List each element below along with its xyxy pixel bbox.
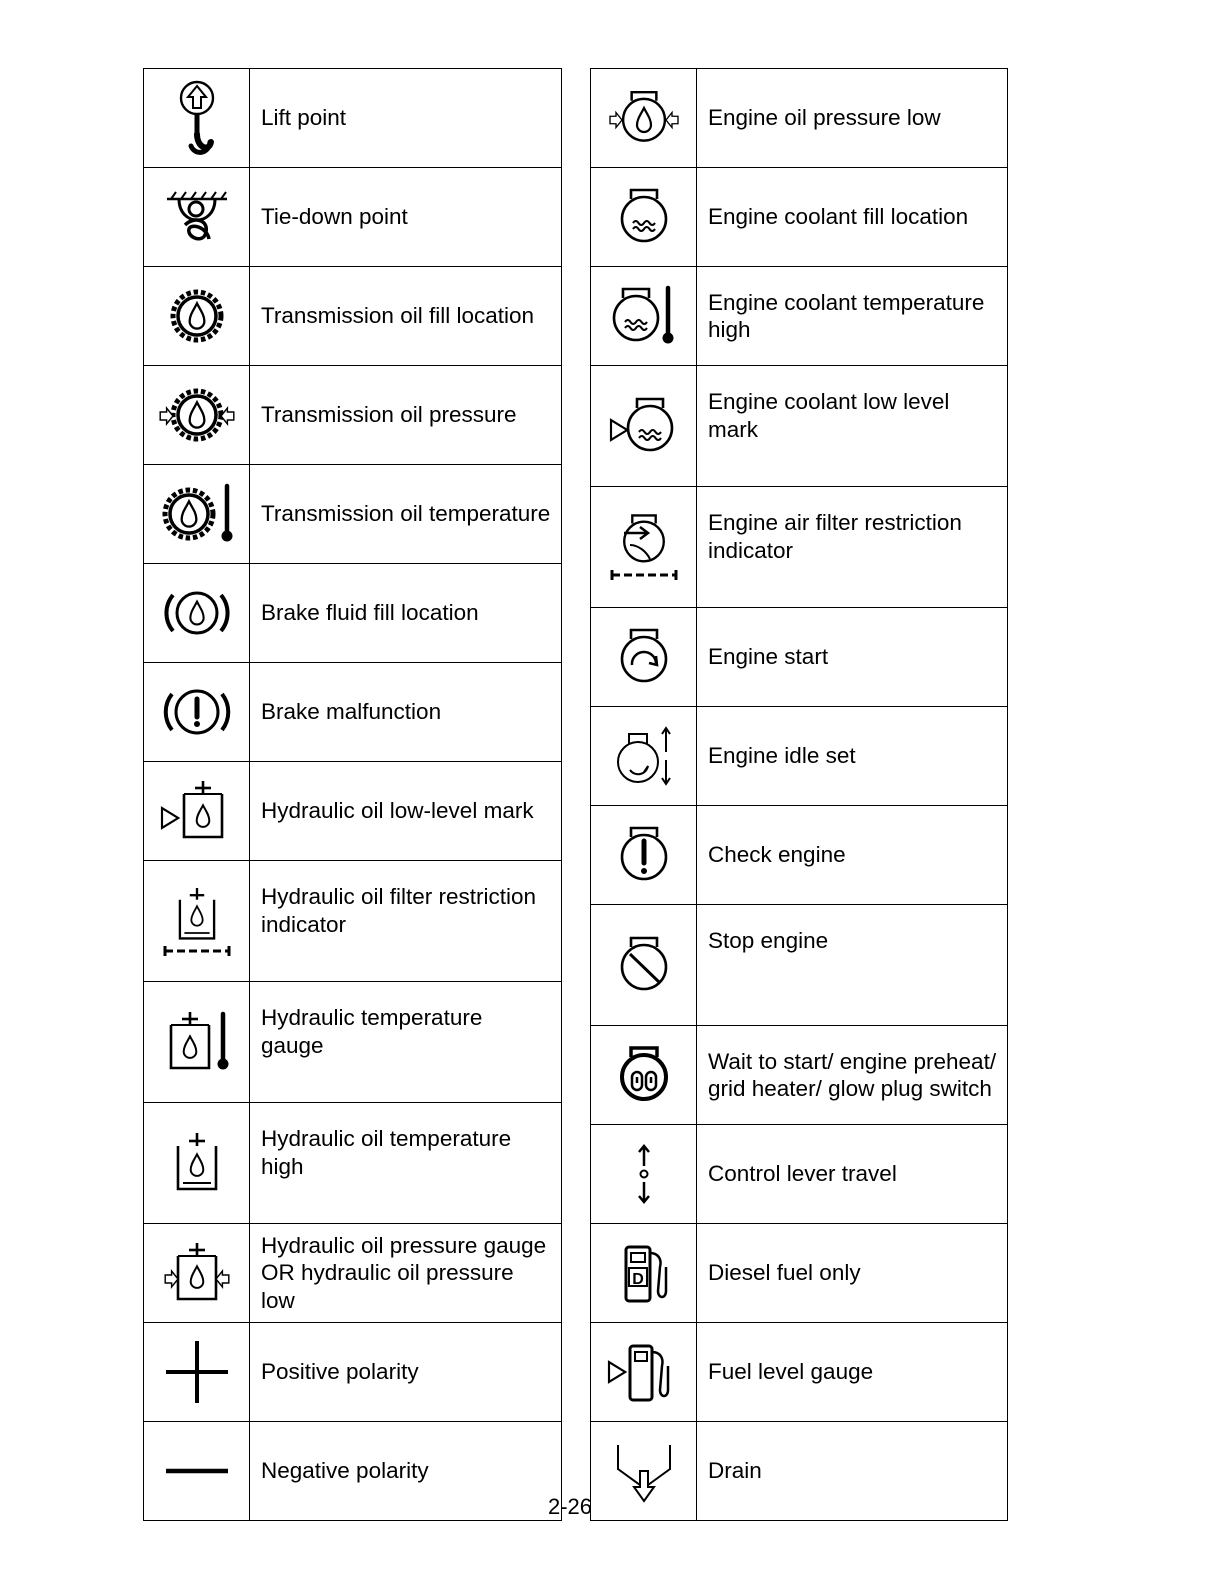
engine-coolant-icon xyxy=(604,177,684,257)
label: Fuel level gauge xyxy=(697,1323,1008,1422)
label: Wait to start/ engine preheat/ grid heater/ glow plug switch xyxy=(697,1026,1008,1125)
label: Engine coolant temperature high xyxy=(697,267,1008,366)
engine-idle-icon xyxy=(604,716,684,796)
table-row xyxy=(144,69,562,168)
symbols-table-right xyxy=(590,68,1008,1521)
label: Lift point xyxy=(250,69,562,168)
label: Brake malfunction xyxy=(250,663,562,762)
table-row xyxy=(591,366,1008,487)
table-row xyxy=(144,762,562,861)
label: Check engine xyxy=(697,806,1008,905)
lift-hook-icon xyxy=(157,78,237,158)
label: Engine coolant low level mark xyxy=(697,366,1008,487)
plus-icon xyxy=(157,1332,237,1412)
hydraulic-pressure-icon xyxy=(157,1233,237,1313)
label: Engine coolant fill location xyxy=(697,168,1008,267)
table-row xyxy=(144,663,562,762)
hydraulic-filter-icon xyxy=(157,881,237,961)
svg-text:D: D xyxy=(631,1271,644,1288)
label: Transmission oil pressure xyxy=(250,366,562,465)
label: Diesel fuel only xyxy=(697,1224,1008,1323)
engine-oil-pressure-icon xyxy=(604,78,684,158)
table-row xyxy=(144,1224,562,1323)
symbols-table-left xyxy=(143,68,562,1521)
tie-down-icon xyxy=(157,177,237,257)
label: Tie-down point xyxy=(250,168,562,267)
check-engine-icon xyxy=(604,815,684,895)
brake-fluid-icon xyxy=(157,573,237,653)
label: Hydraulic oil low-level mark xyxy=(250,762,562,861)
engine-coolant-thermometer-icon xyxy=(604,276,684,356)
engine-coolant-low-level-icon xyxy=(604,386,684,466)
table-row xyxy=(591,707,1008,806)
page-number: 2-26 xyxy=(547,1494,593,1519)
table-row xyxy=(144,861,562,982)
label: Transmission oil fill location xyxy=(250,267,562,366)
label: Engine oil pressure low xyxy=(697,69,1008,168)
table-row xyxy=(591,267,1008,366)
table-row xyxy=(144,366,562,465)
table-row xyxy=(144,168,562,267)
label: Drain xyxy=(697,1422,1008,1521)
table-row xyxy=(591,487,1008,608)
label: Control lever travel xyxy=(697,1125,1008,1224)
label: Negative polarity xyxy=(250,1422,562,1521)
gear-oil-drop-icon xyxy=(157,276,237,356)
table-row xyxy=(591,608,1008,707)
table-row xyxy=(591,1224,1008,1323)
gear-oil-thermometer-icon xyxy=(157,474,237,554)
engine-start-icon xyxy=(604,617,684,697)
label: Transmission oil temperature xyxy=(250,465,562,564)
label: Hydraulic oil temperature high xyxy=(250,1103,562,1224)
table-row xyxy=(144,982,562,1103)
table-row xyxy=(144,267,562,366)
table-row xyxy=(144,1103,562,1224)
table-row xyxy=(144,564,562,663)
table-row xyxy=(591,905,1008,1026)
hydraulic-low-level-icon xyxy=(157,771,237,851)
glow-plug-icon xyxy=(604,1035,684,1115)
label: Stop engine xyxy=(697,905,1008,1026)
table-row xyxy=(591,1323,1008,1422)
table-row xyxy=(591,168,1008,267)
stop-engine-icon xyxy=(604,925,684,1005)
table-row xyxy=(144,465,562,564)
engine-air-filter-icon xyxy=(604,507,684,587)
diesel-fuel-icon xyxy=(604,1233,684,1313)
label: Engine idle set xyxy=(697,707,1008,806)
table-row xyxy=(591,69,1008,168)
hydraulic-temp-high-icon xyxy=(157,1123,237,1203)
label: Engine air filter restriction indicator xyxy=(697,487,1008,608)
table-row xyxy=(144,1323,562,1422)
label: Engine start xyxy=(697,608,1008,707)
gear-oil-pressure-icon xyxy=(157,375,237,455)
table-row xyxy=(591,806,1008,905)
fuel-gauge-icon xyxy=(604,1332,684,1412)
table-row xyxy=(591,1125,1008,1224)
lever-travel-icon xyxy=(604,1134,684,1214)
hydraulic-thermometer-icon xyxy=(157,1002,237,1082)
label: Positive polarity xyxy=(250,1323,562,1422)
brake-warning-icon xyxy=(157,672,237,752)
table-row xyxy=(591,1026,1008,1125)
label: Hydraulic temperature gauge xyxy=(250,982,562,1103)
label: Brake fluid fill location xyxy=(250,564,562,663)
label: Hydraulic oil filter restriction indicator xyxy=(250,861,562,982)
label: Hydraulic oil pressure gauge OR hydraulic oil pressure low xyxy=(250,1224,562,1323)
